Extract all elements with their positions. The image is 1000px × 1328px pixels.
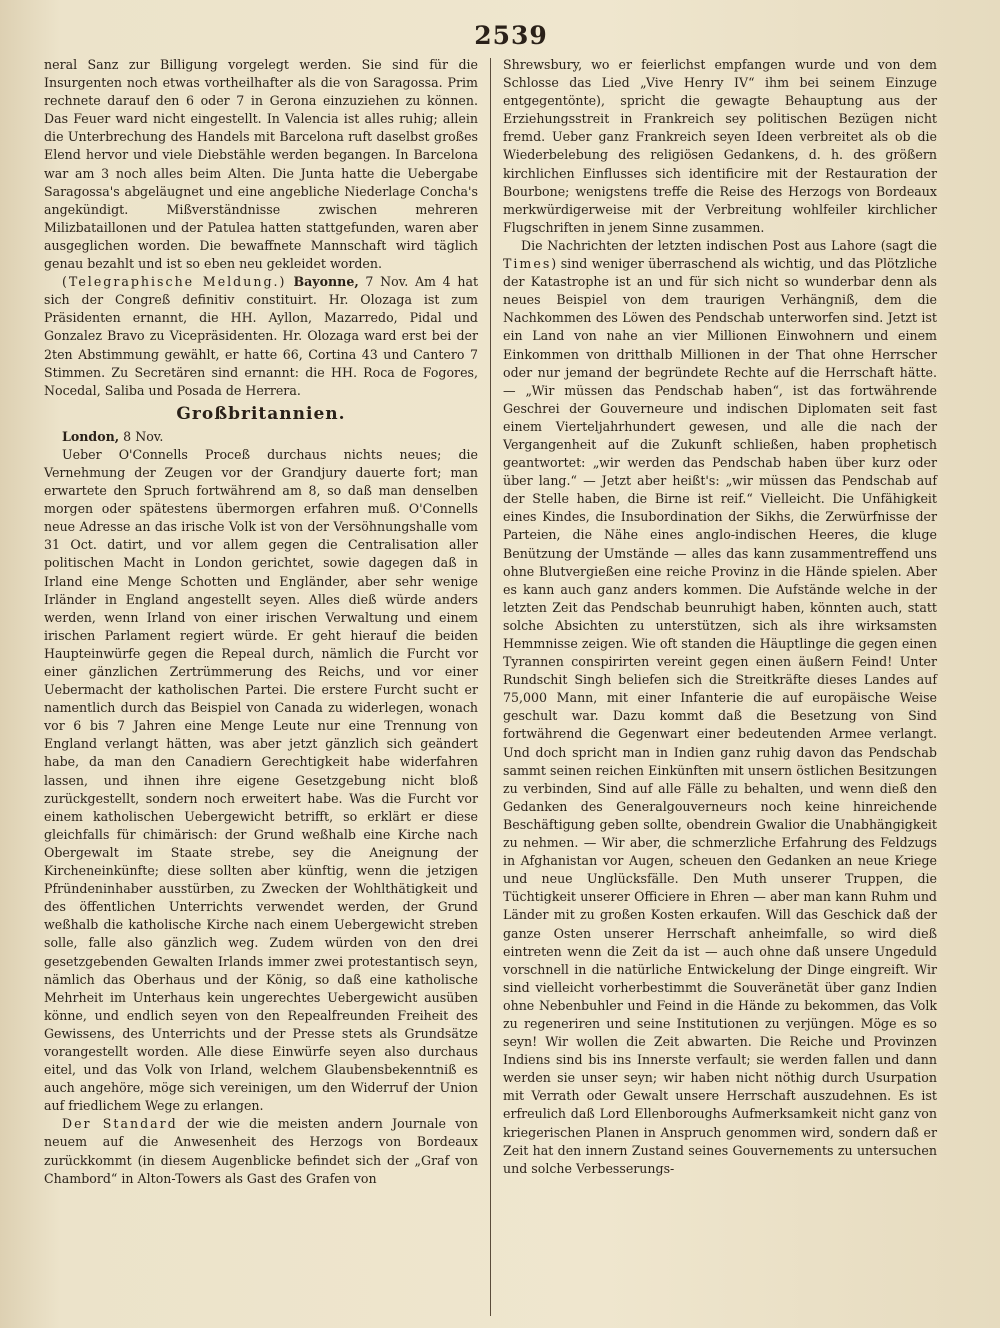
columns	[44, 56, 978, 1316]
section-heading: Großbritannien.	[176, 403, 346, 424]
standard-label: Der Standard	[62, 1116, 178, 1132]
spain-text-3: In Barcelona war am 3 noch alles beim Alten. Die Junta hatte die Uebergabe Saragossa's abgeläugnet und eine angebliche Niederlage Concha's angekündigt. Mißverständnisse zwischen mehreren Milizbataillonen und der Patulea hatten stattgefunden, waren aber ausgeglichen worden. Die bewaffnete Mannschaft wird täglich genau bezahlt und ist so eben neu gekleidet worden.	[44, 147, 478, 272]
oconnell-paragraph: Ueber O'Connells Proceß durchaus nichts neues; die Vernehmung der Zeugen vor der Grandjury dauerte fort; man erwartete den Spruch fortwährend am 8, so daß man denselben morgen oder spätestens übermorgen erfahren muß. O'Connells neue Adresse an das irische Volk ist von der Versöhnungshalle vom 31 Oct. datirt, und vor allem gegen die Centralisation aller politischen Macht in London gerichtet, sowie dagegen daß in Irland eine Menge Schotten und Engländer, aber sehr wenige Irländer in England angestellt seyen. Alles dieß würde anders werden, wenn Irland von einer irischen Verwaltung und einem irischen Parlament regiert würde. Er geht hierauf die beiden Haupteinwürfe gegen die Repeal durch, nämlich die Furcht vor einer gänzlichen Zertrümmerung des Reichs, und vor einer Uebermacht der katholischen Partei. Die erstere Furcht sucht er namentlich durch das Beispiel von Canada zu widerlegen, wonach vor 6 bis 7 Jahren eine Menge Leute nur eine Trennung von England verlangt hätten, was aber jetzt gänzlich sich geändert habe, da man den Canadiern Gerechtigkeit habe widerfahren lassen, und ihnen ihre eigene Gesetzgebung nicht bloß zurückgestellt, sondern noch erweitert habe. Was die Furcht vor einem katholischen Uebergewicht betrifft, so erklärt er diese gleichfalls für chimärisch: der Grund weßhalb eine Kirche nach Obergewalt im Staate strebe, sey die Aneignung der Kircheneinkünfte; diese sollten aber künftig, wenn die jetzigen Pfründeninhaber ausstürben, zu Zwecken der Wohlthätigkeit und des öffentlichen Unterrichts verwendet werden, der Grund weßhalb die katholische Kirche nach einem Uebergewicht streben solle, falle also gänzlich weg. Zudem würden von den drei gesetzgebenden Gewalten Irlands immer zwei protestantisch seyn, nämlich das Oberhaus und der König, so daß eine katholische Mehrheit im Unterhaus kein ungerechtes Uebergewicht ausüben könne, und endlich seyen von den Repealfreunden Freiheit des Gewissens, des Unterrichts und der Presse stets als Grundsätze vorangestellt worden. Alle diese Einwürfe seyen also durchaus eitel, und das Volk von Irland, welchem Glaubensbekenntniß es auch angehöre, möge sich vereinigen, um den Widerruf der Union auf friedlichem Wege zu erlangen.	[44, 446, 478, 1114]
telegraph-text: 7 Nov. Am 4 hat sich der Congreß definitiv constituirt. Hr. Olozaga ist zum Präsidenten ernannt, die HH. Ayllon, Mazarredo, Pidal und Gonzalez Bravo zu Vicepräsidenten. Hr. Olozaga ward erst bei der 2ten Abstimmung gewählt, er hatte 66, Cortina 43 und Cantero 7 Stimmen. Zu Secretären sind ernannt: die HH. Roca de Fogores, Nocedal, Saliba und Posada de Herrera.	[44, 274, 479, 398]
india-text-2: ) sind weniger überraschend als wichtig, und das Plötzliche der Katastrophe ist an und für sich nicht so wunderbar denn als neues Beispiel von dem traurigen Verhängniß, dem die Nachkommen des Löwen des Pendschab unterworfen sind. Jetzt ist ein Land von nahe an vier Millionen Einwohnern und einem Einkommen von dritthalb Millionen in der That ohne Herrscher oder nur jemand der begründete Rechte auf die Herrschaft hätte. — „Wir müssen das Pendschab haben“, ist das fortwährende Geschrei der Gouverneure und indischen Diplomaten seit fast einem Vierteljahrhundert gewesen, und alle die nach der Vergangenheit auf die Zukunft schließen, haben prophetisch geantwortet: „wir werden das Pendschab haben über kurz oder über lang.“ — Jetzt aber heißt's: „wir müssen das Pendschab auf der Stelle haben, die Birne ist reif.“ Vielleicht. Die Unfähigkeit eines Kindes, die Insubordination der Sikhs, die Zerwürfnisse der Parteien, die Nähe eines anglo-indischen Heeres, die kluge Benützung der Umstände — alles das kann zusammentreffend uns ohne Blutvergießen eine reiche Provinz in die Hände spielen. Aber es kann auch ganz anders kommen. Die Aufstände welche in der letzten Zeit das Pendschab beunruhigt haben, könnten auch, statt solche Absichten zu unterstützen, sich als ihre wirksamsten Hemmnisse zeigen. Wie oft standen die Häuptlinge die gegen einen Tyrannen conspirirten vereint gegen einen äußern Feind! Unter Rundschit Singh beliefen sich die Streitkräfte dieses Landes auf 75,000 Mann, mit einer Infanterie die auf europäische Weise geschult war. Dazu kommt daß die Besetzung von Sind fortwährend die Gegenwart einer bedeutenden Armee verlangt. Und doch spricht man in Indien ganz ruhig davon das Pendschab sammt seinen reichen Einkünften mit unsern östlichen Besitzungen zu verbinden, Sind auf alle Fälle zu behalten, und wenn dieß den Gedanken des Generalgouverneurs noch keine hinreichende Beschäftigung geben sollte, obendrein Gwalior die Unabhängigkeit zu nehmen. — Wir aber, die schmerzliche Erfahrung des Feldzugs in Afghanistan vor Augen, scheuen den Gedanken an neue Kriege und neue Unglücksfälle. Den Muth unserer Truppen, die Tüchtigkeit unserer Officiere in Ehren — aber man kann Ruhm und Länder mit zu großen Kosten erkaufen. Will das Geschick daß der ganze Osten unserer Herrschaft anheimfalle, so wird dieß eintreten wenn die Zeit da ist — auch ohne daß unsere Ungeduld vorschnell in die natürliche Entwickelung der Dinge eingreift. Wir sind vielleicht vorherbestimmt die Souveränetät über ganz Indien ohne Nebenbuhler und Feind in die Hände zu bekommen, das Volk zu regeneriren und seine Institutionen zu verjüngen. Möge es so seyn! Wir wollen die Zeit abwarten. Die Reiche und Provinzen Indiens sind bis ins Innerste verfault; sie werden fallen und dann werden sie unser seyn; wir haben nicht nöthig durch Usurpation mit Verrath oder Gewalt unsere Herrschaft auszudehnen. Es ist erfreulich daß Lord Ellenboroughs Aufmerksamkeit nicht ganz von kriegerischen Planen in Anspruch genommen wird, sondern daß er Zeit hat den innern Zustand seines Gouvernements zu untersuchen und solche Verbesserungs-	[503, 256, 937, 1176]
telegraph-paragraph	[44, 273, 478, 400]
page-number: 2539	[474, 21, 548, 50]
spain-text-2: In Valencia ist alles ruhig; allein die Unterbrechung des Handels mit Barcelona ruft daselbst großes Elend hervor und viele Diebstähle werden begangen.	[44, 111, 478, 163]
dateline-place: Bayonne,	[286, 274, 359, 290]
spain-text-1: neral Sanz zur Billigung vorgelegt werden. Sie sind für die Insurgenten noch etwas vortheilhafter als die von Saragossa. Prim rechnete darauf den 6 oder 7 in Gerona einzuziehen zu können. Das Feuer ward nicht eingestellt.	[44, 57, 478, 127]
dateline-london: London,	[62, 428, 120, 444]
left-column	[44, 56, 490, 1316]
standard-paragraph	[44, 1115, 478, 1187]
bordeaux-paragraph: Shrewsbury, wo er feierlichst empfangen wurde und von dem Schlosse das Lied „Vive Henry IV“ ihm bei seinem Einzuge entgegentönte), spricht die gewagte Behauptung aus der Erziehungsstreit in Frankreich sey politischen Bezügen nicht fremd. Ueber ganz Frankreich seyen Ideen verbreitet als ob die Wiederbelebung des religiösen Gedankens, d. h. des größern kirchlichen Einflusses sich identificire mit der Restauration der Bourbone; wenigstens treffe die Reise des Herzogs von Bordeaux merkwürdigerweise mit der Verbreitung wohlfeiler kirchlicher Flugschriften in jenem Sinne zusammen.	[503, 57, 937, 235]
standard-text: der wie die meisten andern Journale von neuem auf die Anwesenheit des Herzogs von Bordeaux zurückkommt (in diesem Augenblicke befindet sich der „Graf von Chambord“ in Alton-Towers als Gast des Grafen von	[44, 1116, 478, 1186]
spain-report-paragraph	[44, 56, 478, 273]
dateline-date: 8 Nov.	[119, 428, 164, 444]
right-column	[491, 56, 937, 1316]
london-dateline	[44, 428, 478, 446]
india-text-1: Die Nachrichten der letzten indischen Post aus Lahore (sagt die	[521, 237, 937, 253]
times-label: Times	[503, 256, 552, 272]
telegraph-label: (Telegraphische Meldung.)	[62, 274, 287, 290]
india-paragraph	[503, 237, 937, 1178]
